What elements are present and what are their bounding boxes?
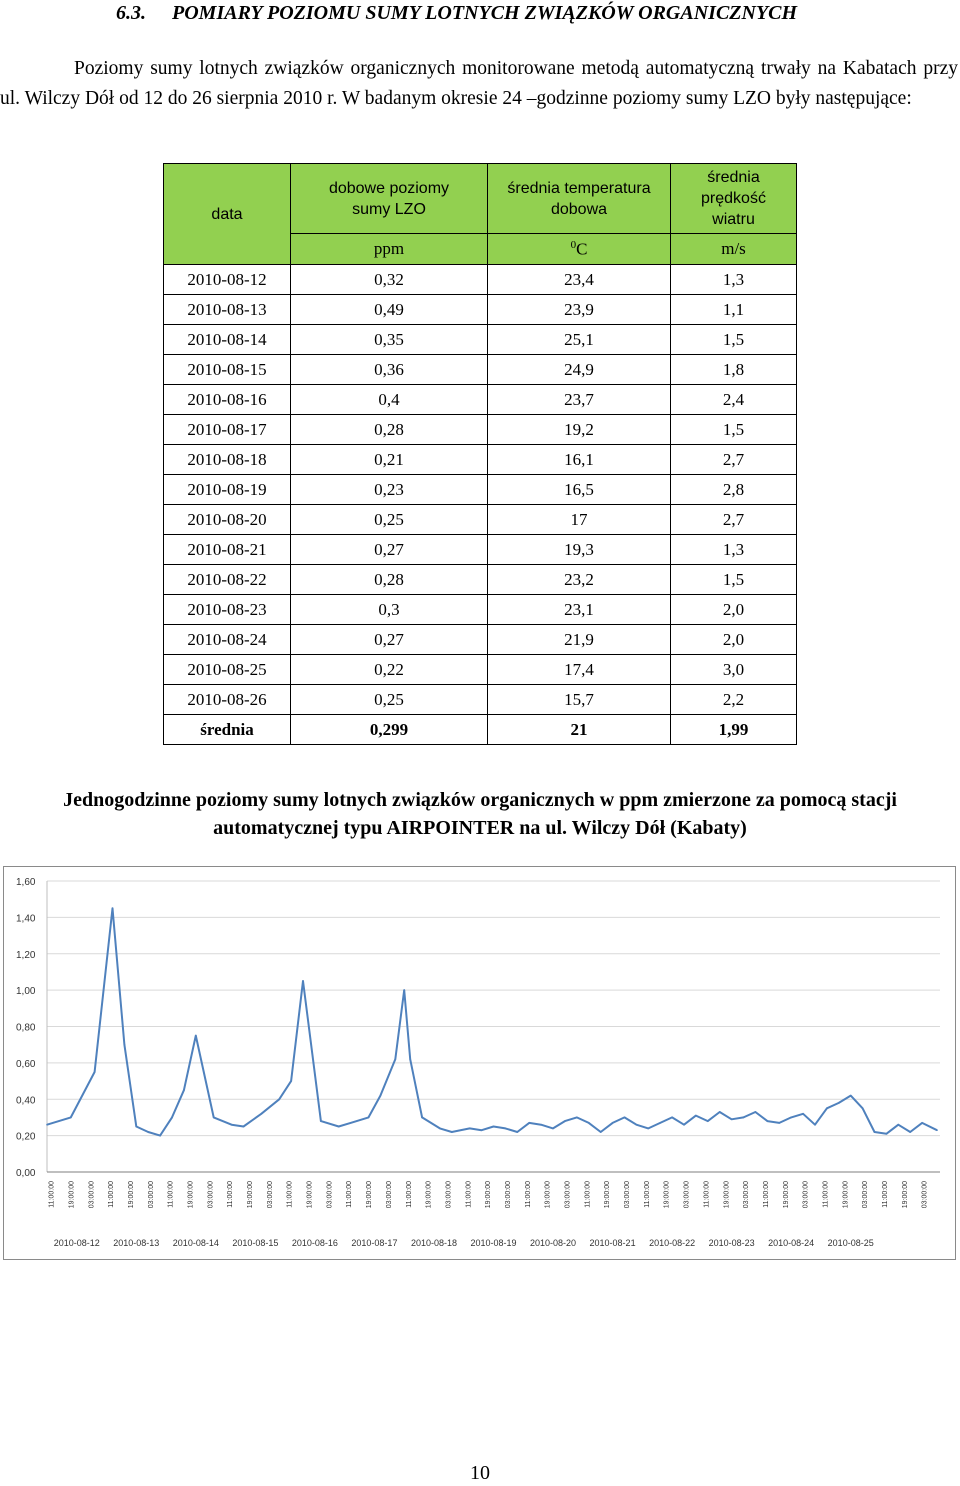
table-cell-lzo: 0,22: [291, 655, 488, 685]
table-cell-lzo: 0,21: [291, 445, 488, 475]
data-point: [278, 1098, 280, 1100]
data-point: [695, 1115, 697, 1117]
data-point: [659, 1122, 661, 1124]
table-cell-temp: 21,9: [488, 625, 671, 655]
table-average-row: [164, 715, 797, 745]
table-cell-temp: 16,5: [488, 475, 671, 505]
x-date-label: 2010-08-21: [589, 1238, 636, 1248]
data-point: [898, 1124, 900, 1126]
x-tick-label: 19:00:00: [782, 1181, 790, 1209]
x-tick-label: 11:00:00: [762, 1181, 770, 1208]
x-date-label: 2010-08-16: [291, 1238, 338, 1248]
average-lzo: 0,299: [291, 715, 488, 745]
data-point: [743, 1117, 745, 1119]
x-date-label: 2010-08-18: [410, 1238, 457, 1248]
table-cell-date: 2010-08-16: [164, 385, 291, 415]
x-tick-label: 19:00:00: [366, 1181, 374, 1209]
data-point: [921, 1122, 923, 1124]
data-point: [183, 1089, 185, 1091]
table-cell-temp: 23,2: [488, 565, 671, 595]
y-tick-label: 1,20: [16, 949, 36, 961]
x-tick-label: 03:00:00: [147, 1181, 155, 1209]
table-row: [164, 505, 797, 535]
table-cell-wind: 2,4: [671, 385, 797, 415]
x-tick-label: 11:00:00: [227, 1181, 235, 1208]
unit-lzo: ppm: [291, 234, 488, 265]
data-point: [439, 1128, 441, 1130]
data-point: [147, 1131, 149, 1133]
data-point: [624, 1117, 626, 1119]
intro-paragraph: Poziomy sumy lotnych związków organicznych monitorowane metodą automatyczną trwały na Kabatach przy ul. Wilczy Dół od 12 do 26 sierpnia 2010 r. W badanym okresie 24 –godzinne poziomy sumy LZO były następujące:: [0, 58, 958, 109]
table-cell-wind: 2,0: [671, 625, 797, 655]
data-point: [136, 1126, 138, 1128]
data-point: [481, 1129, 483, 1131]
data-point: [231, 1124, 233, 1126]
series-line: [47, 908, 937, 1135]
table-cell-date: 2010-08-22: [164, 565, 291, 595]
x-tick-label: 11:00:00: [108, 1181, 116, 1208]
data-point: [528, 1122, 530, 1124]
table-row: [164, 385, 797, 415]
data-point: [409, 1058, 411, 1060]
table-cell-wind: 2,0: [671, 595, 797, 625]
table-cell-date: 2010-08-26: [164, 685, 291, 715]
table-cell-date: 2010-08-23: [164, 595, 291, 625]
table-cell-wind: 1,3: [671, 265, 797, 295]
table-row: [164, 325, 797, 355]
x-tick-label: 19:00:00: [901, 1181, 909, 1209]
data-point: [213, 1117, 215, 1119]
data-point: [394, 1058, 396, 1060]
table-cell-date: 2010-08-21: [164, 535, 291, 565]
table-row: [164, 445, 797, 475]
data-point: [767, 1120, 769, 1122]
table-cell-lzo: 0,25: [291, 685, 488, 715]
x-tick-label: 03:00:00: [921, 1181, 929, 1209]
x-tick-label: 19:00:00: [127, 1181, 135, 1209]
x-tick-label: 03:00:00: [445, 1181, 453, 1209]
data-point: [70, 1117, 72, 1119]
data-point: [94, 1071, 96, 1073]
table-row: [164, 595, 797, 625]
y-tick-label: 1,00: [16, 986, 36, 998]
data-point: [421, 1117, 423, 1119]
header-wind: średnia prędkość wiatru: [671, 164, 797, 234]
table-cell-wind: 1,3: [671, 535, 797, 565]
table-row: [164, 295, 797, 325]
lzo-table: [163, 163, 797, 745]
data-point: [159, 1135, 161, 1137]
table-cell-temp: 23,1: [488, 595, 671, 625]
table-row: [164, 265, 797, 295]
data-point: [540, 1124, 542, 1126]
data-point: [671, 1117, 673, 1119]
unit-temp: $^0$C: [488, 234, 671, 265]
y-tick-label: 0,80: [16, 1022, 36, 1034]
x-tick-label: 19:00:00: [663, 1181, 671, 1209]
table-cell-date: 2010-08-14: [164, 325, 291, 355]
data-point: [195, 1035, 197, 1037]
x-tick-label: 11:00:00: [48, 1181, 56, 1208]
y-tick-label: 1,60: [16, 877, 36, 888]
table-cell-temp: 15,7: [488, 685, 671, 715]
x-tick-label: 11:00:00: [643, 1181, 651, 1208]
data-point: [936, 1129, 938, 1131]
page-number: 10: [470, 1462, 490, 1484]
header-temp: średnia temperatura dobowa: [488, 164, 671, 234]
data-point: [403, 989, 405, 991]
data-point: [505, 1128, 507, 1130]
data-point: [790, 1117, 792, 1119]
table-cell-date: 2010-08-17: [164, 415, 291, 445]
table-cell-date: 2010-08-13: [164, 295, 291, 325]
x-tick-label: 19:00:00: [544, 1181, 552, 1209]
data-point: [588, 1122, 590, 1124]
data-point: [683, 1124, 685, 1126]
table-cell-lzo: 0,36: [291, 355, 488, 385]
table-cell-lzo: 0,35: [291, 325, 488, 355]
x-tick-label: 03:00:00: [326, 1181, 334, 1209]
table-row: [164, 355, 797, 385]
x-tick-label: 19:00:00: [306, 1181, 314, 1209]
x-tick-label: 03:00:00: [207, 1181, 215, 1209]
x-date-label: 2010-08-25: [827, 1238, 874, 1248]
section-number: 6.3.: [116, 2, 146, 24]
x-tick-label: 03:00:00: [683, 1181, 691, 1209]
data-point: [451, 1131, 453, 1133]
data-point: [814, 1124, 816, 1126]
x-tick-label: 03:00:00: [504, 1181, 512, 1209]
data-point: [850, 1095, 852, 1097]
x-tick-label: 11:00:00: [584, 1181, 592, 1208]
table-row: [164, 655, 797, 685]
data-point: [647, 1128, 649, 1130]
data-point: [838, 1102, 840, 1104]
table-cell-wind: 2,7: [671, 505, 797, 535]
table-cell-temp: 23,9: [488, 295, 671, 325]
section-heading: [116, 2, 797, 25]
x-tick-label: 19:00:00: [842, 1181, 850, 1209]
y-tick-label: 0,60: [16, 1058, 36, 1070]
table-cell-lzo: 0,49: [291, 295, 488, 325]
table-cell-lzo: 0,28: [291, 565, 488, 595]
x-tick-label: 19:00:00: [604, 1181, 612, 1209]
data-point: [302, 980, 304, 982]
data-point: [886, 1133, 888, 1135]
x-tick-label: 11:00:00: [167, 1181, 175, 1208]
x-tick-label: 03:00:00: [743, 1181, 751, 1209]
table-cell-wind: 1,5: [671, 415, 797, 445]
data-point: [731, 1118, 733, 1120]
x-tick-label: 19:00:00: [247, 1181, 255, 1209]
data-point: [874, 1131, 876, 1133]
table-cell-wind: 2,8: [671, 475, 797, 505]
x-date-label: 2010-08-22: [649, 1238, 696, 1248]
x-tick-label: 19:00:00: [68, 1181, 76, 1209]
data-point: [469, 1128, 471, 1130]
table-cell-wind: 1,8: [671, 355, 797, 385]
data-point: [124, 1044, 126, 1046]
x-tick-label: 11:00:00: [822, 1181, 830, 1208]
x-date-label: 2010-08-12: [53, 1238, 100, 1248]
table-cell-temp: 19,2: [488, 415, 671, 445]
table-cell-temp: 17,4: [488, 655, 671, 685]
table-cell-lzo: 0,28: [291, 415, 488, 445]
x-date-label: 2010-08-23: [708, 1238, 755, 1248]
x-tick-label: 03:00:00: [88, 1181, 96, 1209]
data-point: [261, 1113, 263, 1115]
y-tick-label: 0,20: [16, 1131, 36, 1143]
x-tick-label: 11:00:00: [405, 1181, 413, 1208]
data-point: [909, 1131, 911, 1133]
data-point: [46, 1124, 48, 1126]
table-cell-lzo: 0,32: [291, 265, 488, 295]
chart-frame: [3, 866, 956, 1260]
x-date-label: 2010-08-15: [232, 1238, 279, 1248]
table-cell-date: 2010-08-12: [164, 265, 291, 295]
y-tick-label: 0,40: [16, 1095, 36, 1107]
table-row: [164, 535, 797, 565]
data-point: [778, 1122, 780, 1124]
x-tick-label: 11:00:00: [524, 1181, 532, 1208]
data-point: [338, 1126, 340, 1128]
data-point: [862, 1108, 864, 1110]
table-cell-wind: 1,1: [671, 295, 797, 325]
x-tick-label: 11:00:00: [703, 1181, 711, 1208]
table-row: [164, 415, 797, 445]
unit-wind: m/s: [671, 234, 797, 265]
header-lzo: dobowe poziomy sumy LZO: [291, 164, 488, 234]
section-title: POMIARY POZIOMU SUMY LOTNYCH ZWIĄZKÓW ORGANICZNYCH: [172, 2, 798, 24]
table-cell-date: 2010-08-15: [164, 355, 291, 385]
table-cell-temp: 23,4: [488, 265, 671, 295]
table-header-row: [164, 164, 797, 234]
data-point: [719, 1111, 721, 1113]
table-row: [164, 625, 797, 655]
table-cell-temp: 23,7: [488, 385, 671, 415]
x-tick-label: 11:00:00: [465, 1181, 473, 1208]
table-cell-wind: 3,0: [671, 655, 797, 685]
table-cell-lzo: 0,4: [291, 385, 488, 415]
data-point: [552, 1128, 554, 1130]
x-date-label: 2010-08-20: [530, 1238, 577, 1248]
table-row: [164, 685, 797, 715]
x-date-label: 2010-08-14: [172, 1238, 219, 1248]
table-cell-temp: 24,9: [488, 355, 671, 385]
data-point: [290, 1080, 292, 1082]
y-tick-label: 1,40: [16, 913, 36, 925]
x-tick-label: 11:00:00: [346, 1181, 354, 1208]
data-point: [493, 1126, 495, 1128]
table-cell-date: 2010-08-20: [164, 505, 291, 535]
average-label: średnia: [164, 715, 291, 745]
data-point: [826, 1108, 828, 1110]
x-tick-label: 11:00:00: [882, 1181, 890, 1208]
x-tick-label: 19:00:00: [485, 1181, 493, 1209]
x-tick-label: 19:00:00: [723, 1181, 731, 1209]
x-date-label: 2010-08-19: [470, 1238, 517, 1248]
table-cell-temp: 19,3: [488, 535, 671, 565]
data-point: [320, 1120, 322, 1122]
x-date-label: 2010-08-13: [113, 1238, 160, 1248]
table-cell-lzo: 0,23: [291, 475, 488, 505]
table-cell-wind: 2,2: [671, 685, 797, 715]
x-tick-label: 03:00:00: [564, 1181, 572, 1209]
x-tick-label: 11:00:00: [286, 1181, 294, 1208]
data-point: [243, 1126, 245, 1128]
data-point: [636, 1124, 638, 1126]
table-cell-temp: 16,1: [488, 445, 671, 475]
x-tick-label: 03:00:00: [802, 1181, 810, 1209]
average-temp: 21: [488, 715, 671, 745]
table-cell-temp: 25,1: [488, 325, 671, 355]
table-cell-lzo: 0,27: [291, 625, 488, 655]
data-point: [380, 1095, 382, 1097]
table-cell-lzo: 0,3: [291, 595, 488, 625]
table-row: [164, 475, 797, 505]
x-tick-label: 03:00:00: [385, 1181, 393, 1209]
table-cell-wind: 1,5: [671, 565, 797, 595]
header-date: data: [164, 164, 291, 265]
data-point: [802, 1113, 804, 1115]
table-cell-temp: 17: [488, 505, 671, 535]
x-tick-label: 03:00:00: [624, 1181, 632, 1209]
x-tick-label: 19:00:00: [425, 1181, 433, 1209]
data-point: [517, 1131, 519, 1133]
table-cell-wind: 1,5: [671, 325, 797, 355]
x-tick-label: 03:00:00: [266, 1181, 274, 1209]
data-point: [600, 1131, 602, 1133]
table-cell-date: 2010-08-18: [164, 445, 291, 475]
data-point: [171, 1117, 173, 1119]
x-tick-label: 19:00:00: [187, 1181, 195, 1209]
table-cell-lzo: 0,27: [291, 535, 488, 565]
chart-caption: Jednogodzinne poziomy sumy lotnych związków organicznych w ppm zmierzone za pomocą stacji automatycznej typu AIRPOINTER na ul. Wilczy Dół (Kabaty): [63, 789, 897, 839]
table-cell-wind: 2,7: [671, 445, 797, 475]
data-point: [707, 1120, 709, 1122]
data-point: [755, 1111, 757, 1113]
data-point: [612, 1122, 614, 1124]
average-wind: 1,99: [671, 715, 797, 745]
y-tick-label: 0,00: [16, 1168, 36, 1179]
lzo-line-chart: [4, 867, 955, 1259]
table-cell-date: 2010-08-19: [164, 475, 291, 505]
data-point: [112, 907, 114, 909]
data-point: [564, 1120, 566, 1122]
data-point: [350, 1122, 352, 1124]
table-cell-date: 2010-08-25: [164, 655, 291, 685]
x-date-label: 2010-08-17: [351, 1238, 398, 1248]
table-row: [164, 565, 797, 595]
x-date-label: 2010-08-24: [768, 1238, 815, 1248]
data-point: [368, 1117, 370, 1119]
table-cell-date: 2010-08-24: [164, 625, 291, 655]
x-tick-label: 03:00:00: [862, 1181, 870, 1209]
table-cell-lzo: 0,25: [291, 505, 488, 535]
data-point: [576, 1117, 578, 1119]
